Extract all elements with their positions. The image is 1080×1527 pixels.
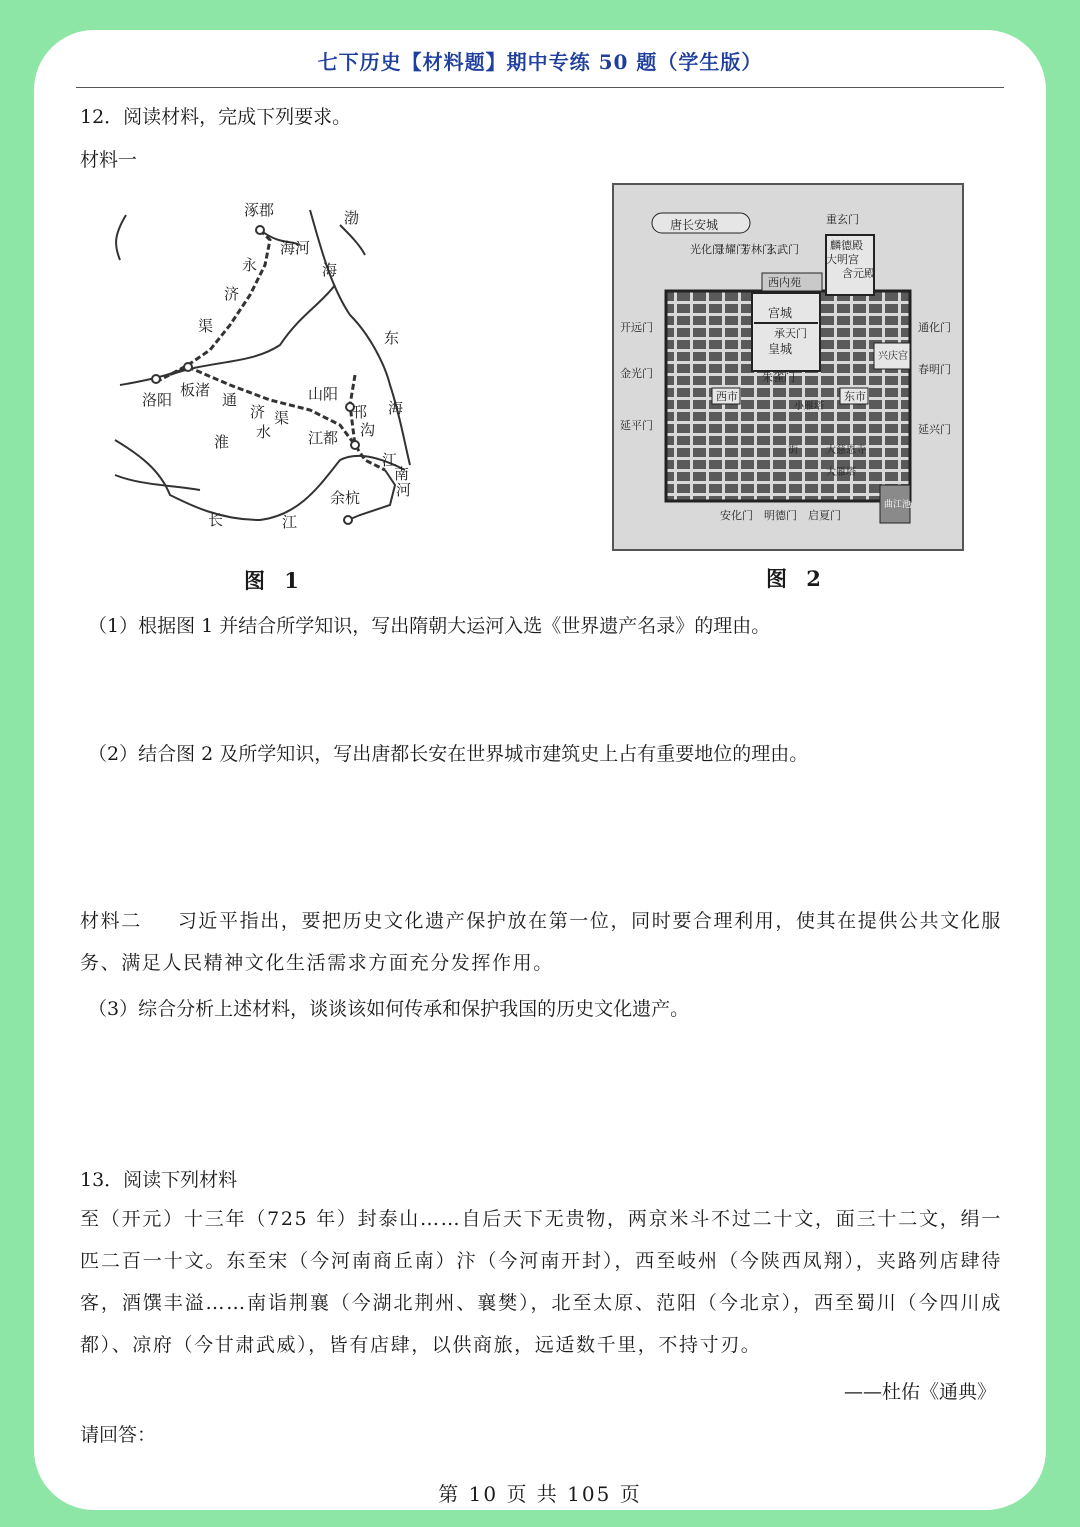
label-hanyuan: 含元殿: [842, 267, 875, 280]
label-jiang: 江: [382, 451, 398, 469]
label-shanyang: 山阳: [308, 385, 339, 403]
label-yong: 永: [242, 256, 258, 274]
page-number: 第 10 页 共 105 页: [438, 1482, 642, 1506]
label-chengtian: 承天门: [774, 327, 807, 340]
label-xuanwu: 玄武门: [766, 243, 799, 256]
material1-label: 材料一: [80, 149, 138, 171]
q12-sub3: （3）综合分析上述材料，谈谈该如何传承和保护我国的历史文化遗产。: [88, 998, 690, 1020]
label-ciensi: 大慈恩寺: [826, 445, 866, 456]
label-yanping: 延平门: [620, 419, 653, 432]
label-chunming: 春明门: [918, 363, 951, 376]
header-divider: [76, 87, 1004, 88]
q13-source: ——杜佑《通典》: [843, 1381, 996, 1403]
material2-label: 材料二: [80, 910, 142, 932]
label-linde: 麟德殿: [830, 239, 863, 252]
label-he: 河: [396, 481, 412, 499]
label-han: 邗: [352, 403, 368, 421]
figure1-caption: 图 1: [244, 568, 305, 593]
label-tonghua: 通化门: [918, 321, 951, 334]
label-hai: 海: [322, 261, 338, 279]
label-luoyang: 洛阳: [142, 391, 173, 409]
label-yanxing: 延兴门: [918, 423, 951, 436]
label-shui: 水: [256, 423, 272, 441]
label-guanghua: 光化门: [690, 243, 723, 256]
label-xineiyuan: 西内苑: [768, 276, 801, 289]
label-banzhu: 板渚: [180, 381, 211, 399]
label-kaiyuan: 开远门: [620, 321, 653, 334]
label-daming: 大明宫: [826, 253, 859, 266]
label-anhua: 安化门: [720, 509, 753, 522]
label-qu: 渠: [198, 317, 214, 335]
label-jiang2: 江: [282, 513, 298, 531]
label-dongshi: 东市: [844, 390, 866, 403]
label-jiangdu: 江都: [308, 429, 339, 447]
label-hai2: 海: [388, 399, 404, 417]
page-title: 七下历史【材料题】期中专练 50 题（学生版）: [317, 50, 763, 74]
label-nan: 南: [394, 465, 410, 483]
label-gou: 沟: [360, 421, 376, 439]
label-gongcheng: 宫城: [768, 306, 793, 320]
figure2-changan-plan: [612, 183, 964, 553]
label-qixia: 启夏门: [808, 509, 841, 522]
label-xishi: 西市: [716, 390, 738, 403]
figure1-canal-map: [110, 185, 430, 545]
material2-paragraph: [80, 900, 1002, 984]
label-xingqing: 兴庆宫: [878, 351, 908, 362]
label-ji2: 济: [250, 403, 266, 421]
label-dong: 东: [384, 329, 400, 347]
q13-intro: 13．阅读下列材料: [80, 1169, 238, 1191]
label-chang: 长: [208, 511, 224, 529]
label-zhuque: 朱雀门: [762, 371, 795, 384]
label-dayan: 大雁塔: [826, 467, 856, 478]
label-qujiang: 曲江池: [884, 500, 912, 510]
label-changan-title: 唐长安城: [670, 218, 719, 232]
label-chongxuanmen: 重玄门: [826, 213, 859, 226]
label-fanglin: 芳林门: [740, 243, 773, 256]
q13-prompt: 请回答：: [80, 1424, 157, 1446]
label-haihe: 海河: [280, 239, 311, 257]
label-jingyao: 景耀门: [714, 243, 747, 256]
label-bo: 渤: [344, 209, 360, 227]
q12-sub1: （1）根据图 1 并结合所学知识，写出隋朝大运河入选《世界遗产名录》的理由。: [88, 615, 771, 637]
material2-text: 习近平指出，要把历史文化遗产保护放在第一位，同时要合理利用，使其在提供公共文化服务、满足人民精神文化生活需求方面充分发挥作用。: [80, 910, 1002, 974]
label-tong: 通: [222, 391, 238, 409]
label-huangcheng: 皇城: [768, 342, 793, 356]
label-jie: 街: [788, 445, 798, 456]
q12-intro: 12．阅读材料，完成下列要求。: [80, 106, 352, 128]
label-zhuojun: 涿郡: [244, 201, 275, 219]
label-ji: 济: [224, 285, 240, 303]
q12-sub2: （2）结合图 2 及所学知识，写出唐都长安在世界城市建筑史上占有重要地位的理由。: [88, 743, 809, 765]
figure2-caption: 图 2: [766, 566, 827, 591]
label-yuhang: 余杭: [330, 489, 361, 507]
label-xiaoyan: 小雁塔: [794, 401, 824, 412]
q13-text: 至（开元）十三年（725 年）封泰山……自后天下无贵物，两京米斗不过二十文，面三十二文，绢一匹二百一十文。东至宋（今河南商丘南）汴（今河南开封），西至岐州（今陕西凤翔），夹路列店肆待客，酒馔丰溢……南诣荆襄（今湖北荆州、襄樊），北至太原、范阳（今北京），西至蜀川（今四川成都）、凉府（今甘肃武威），皆有店肆，以供商旅，远适数千里，不持寸刃。: [80, 1208, 1002, 1356]
label-huai: 淮: [214, 433, 230, 451]
label-qu2: 渠: [274, 409, 290, 427]
label-jinguang: 金光门: [620, 367, 653, 380]
label-mingde: 明德门: [764, 509, 797, 522]
